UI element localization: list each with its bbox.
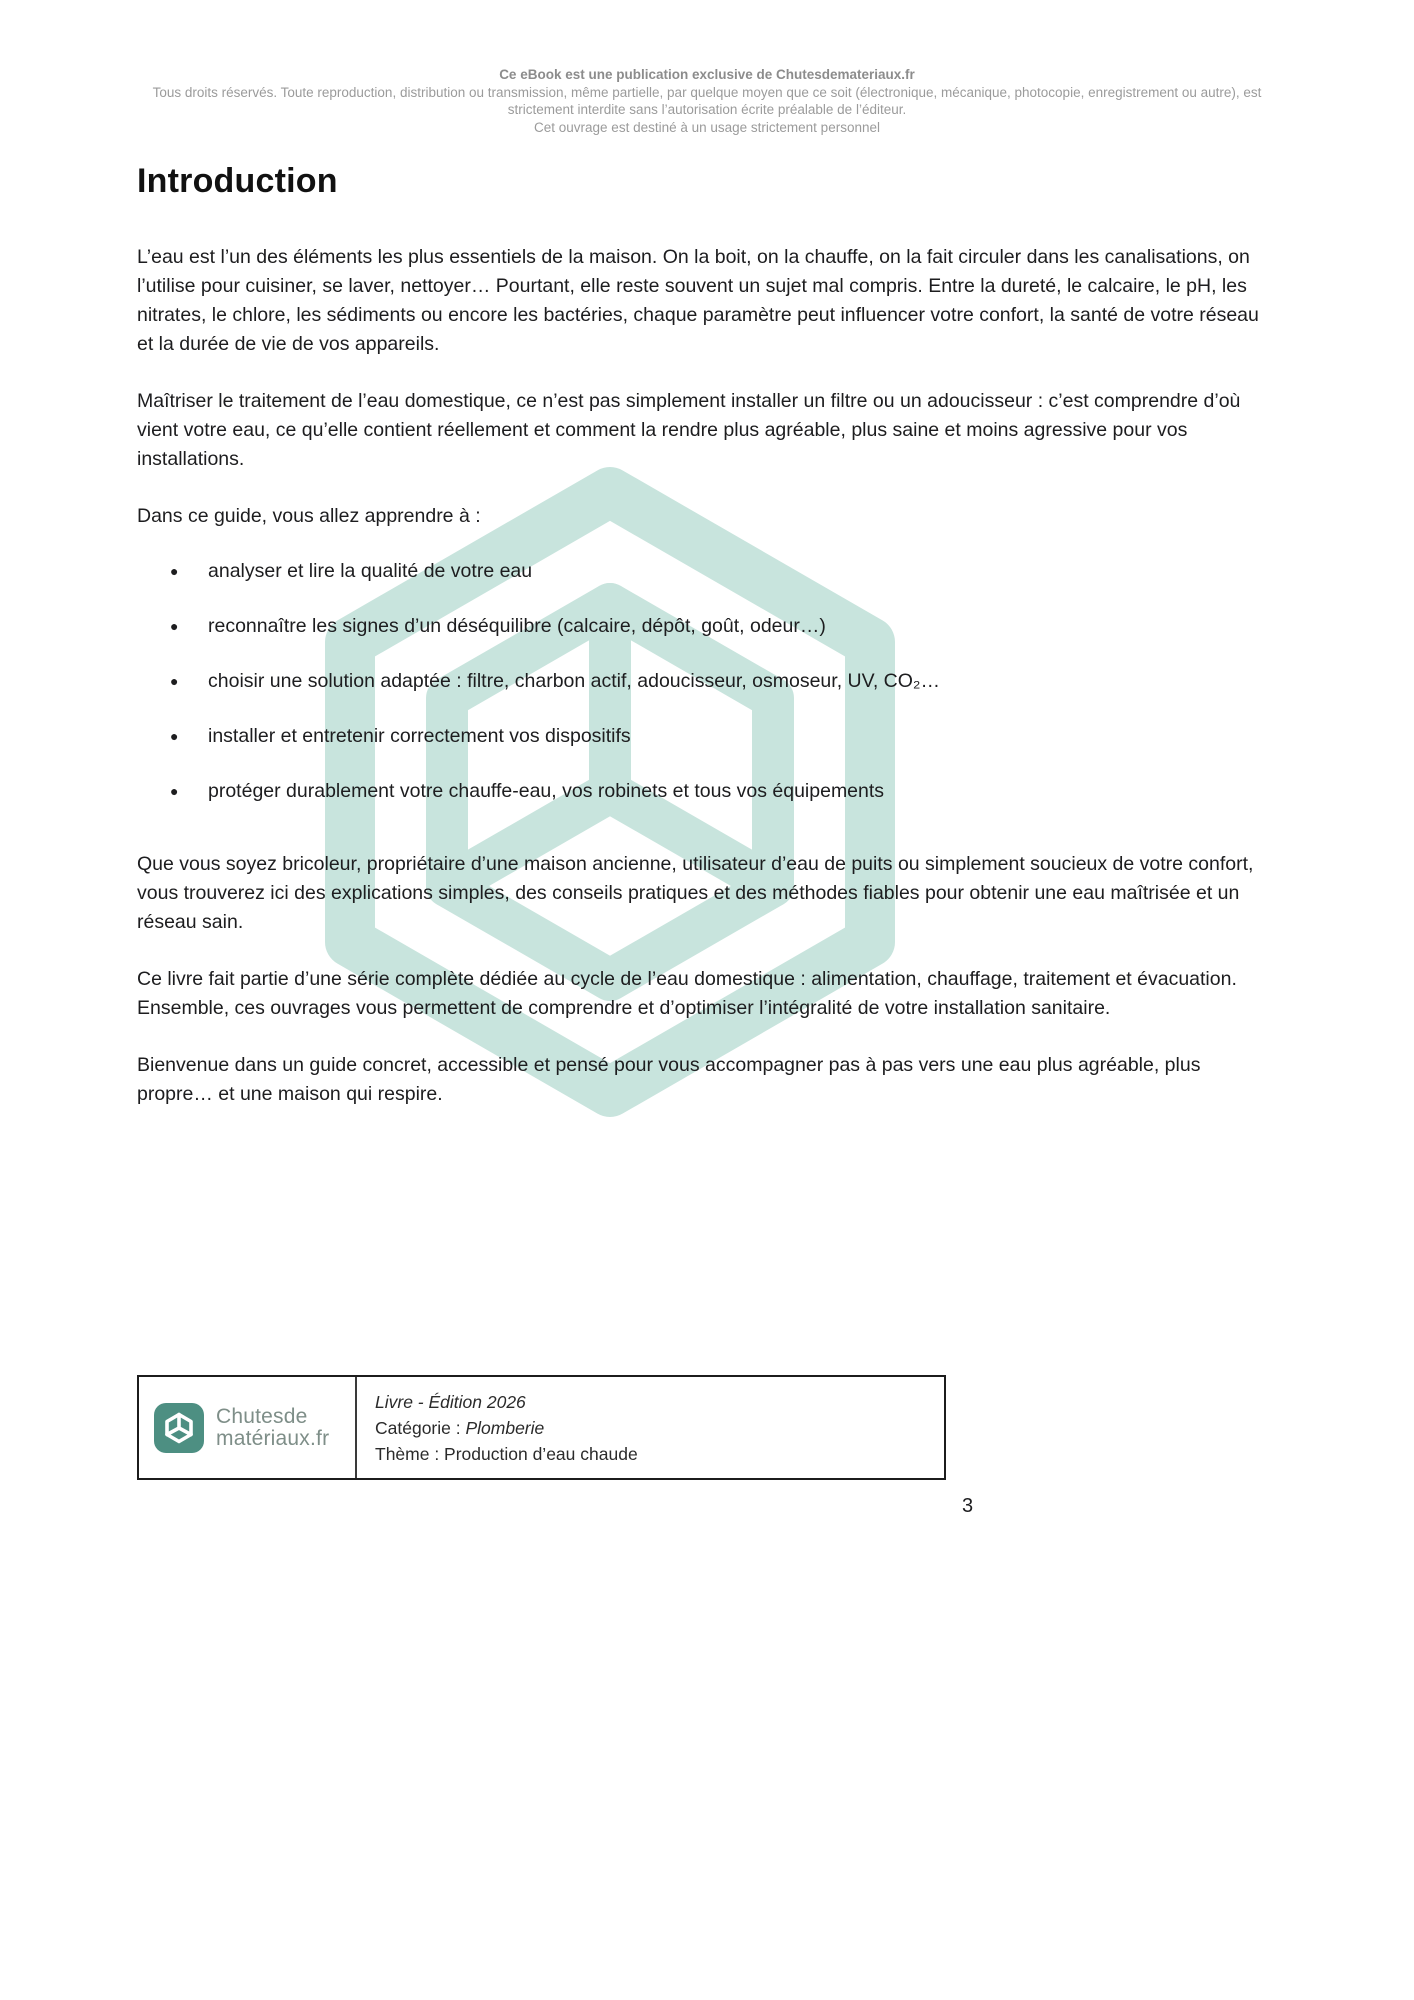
book-category-value: Plomberie [465, 1417, 545, 1438]
list-item-text: installer et entretenir correctement vos dispositifs [208, 725, 631, 747]
page-title: Introduction [137, 162, 338, 200]
list-item [137, 667, 1277, 696]
list-intro: Dans ce guide, vous allez apprendre à : [137, 505, 481, 527]
copyright-line-1: Ce eBook est une publication exclusive de Chutesdemateriaux.fr [499, 67, 915, 82]
book-theme: Thème : Production d’eau chaude [375, 1443, 638, 1464]
brand-name [216, 1406, 329, 1450]
list-item-text: protéger durablement votre chauffe-eau, vos robinets et tous vos équipements [208, 780, 885, 802]
list-item-text: analyser et lire la qualité de votre eau [208, 560, 533, 582]
book-edition: Livre - Édition 2026 [375, 1391, 526, 1412]
learning-points-list [137, 557, 1277, 806]
list-item [137, 612, 1277, 641]
bullet-icon: ● [170, 728, 179, 744]
closing-paragraph-2: Ce livre fait partie d’une série complète dédiée au cycle de l’eau domestique : alimentation, chauffage, traitement et évacuation. Ensemble, ces ouvrages vous permettent de comprendre et d’optimiser l’intégralité de votre installation sanitaire. [137, 968, 1237, 1019]
closing-paragraph-3: Bienvenue dans un guide concret, accessible et pensé pour vous accompagner pas à pas vers une eau plus agréable, plus propre… et une maison qui respire. [137, 1054, 1201, 1105]
brand-name-line-2: matériaux.fr [216, 1426, 330, 1450]
bullet-icon: ● [170, 618, 179, 634]
brand-logo-block [139, 1377, 355, 1478]
copyright-line-2: Tous droits réservés. Toute reproduction, distribution ou transmission, même partielle, par quelque moyen que ce soit (électronique, mécanique, photocopie, enregistrement ou autre), est strictement interdite sans l’autorisation écrite préalable de l’éditeur. [152, 84, 1262, 117]
bullet-icon: ● [170, 563, 179, 579]
intro-paragraph-2: Maîtriser le traitement de l’eau domestique, ce n’est pas simplement installer un filtre ou un adoucisseur : c’est comprendre d’où vient votre eau, ce qu’elle contient réellement et comment la rendre plus agréable, plus saine et moins agressive pour vos installations. [137, 390, 1241, 470]
brand-name-line-1: Chutesde [216, 1404, 308, 1428]
book-meta [355, 1377, 944, 1478]
page-number: 3 [962, 1495, 974, 1517]
brand-logo-icon [153, 1402, 205, 1454]
list-item [137, 722, 1277, 751]
bullet-icon: ● [170, 783, 179, 799]
book-category-label: Catégorie : [375, 1417, 466, 1438]
list-item [137, 557, 1277, 586]
copyright-header [137, 66, 1277, 136]
book-category [375, 1415, 944, 1441]
book-info-footer-box [137, 1375, 946, 1480]
closing-paragraph-1: Que vous soyez bricoleur, propriétaire d’une maison ancienne, utilisateur d’eau de puits ou simplement soucieux de votre confort, vous trouverez ici des explications simples, des conseils pratiques et des méthodes fiables pour obtenir une eau maîtrisée et un réseau sain. [137, 853, 1254, 933]
list-item-text: choisir une solution adaptée : filtre, charbon actif, adoucisseur, osmoseur, UV, CO₂… [208, 670, 940, 692]
list-item [137, 777, 1277, 806]
intro-paragraph-1: L’eau est l’un des éléments les plus essentiels de la maison. On la boit, on la chauffe, on la fait circuler dans les canalisations, on l’utilise pour cuisiner, se laver, nettoyer… Pourtant, elle reste souvent un sujet mal compris. Entre la dureté, le calcaire, le pH, les nitrates, le chlore, les sédiments ou encore les bactéries, chaque paramètre peut influencer votre confort, la santé de votre réseau et la durée de vie de vos appareils. [137, 246, 1259, 355]
copyright-line-3: Cet ouvrage est destiné à un usage strictement personnel [534, 119, 880, 135]
list-item-text: reconnaître les signes d’un déséquilibre (calcaire, dépôt, goût, odeur…) [208, 615, 826, 637]
bullet-icon: ● [170, 673, 179, 689]
